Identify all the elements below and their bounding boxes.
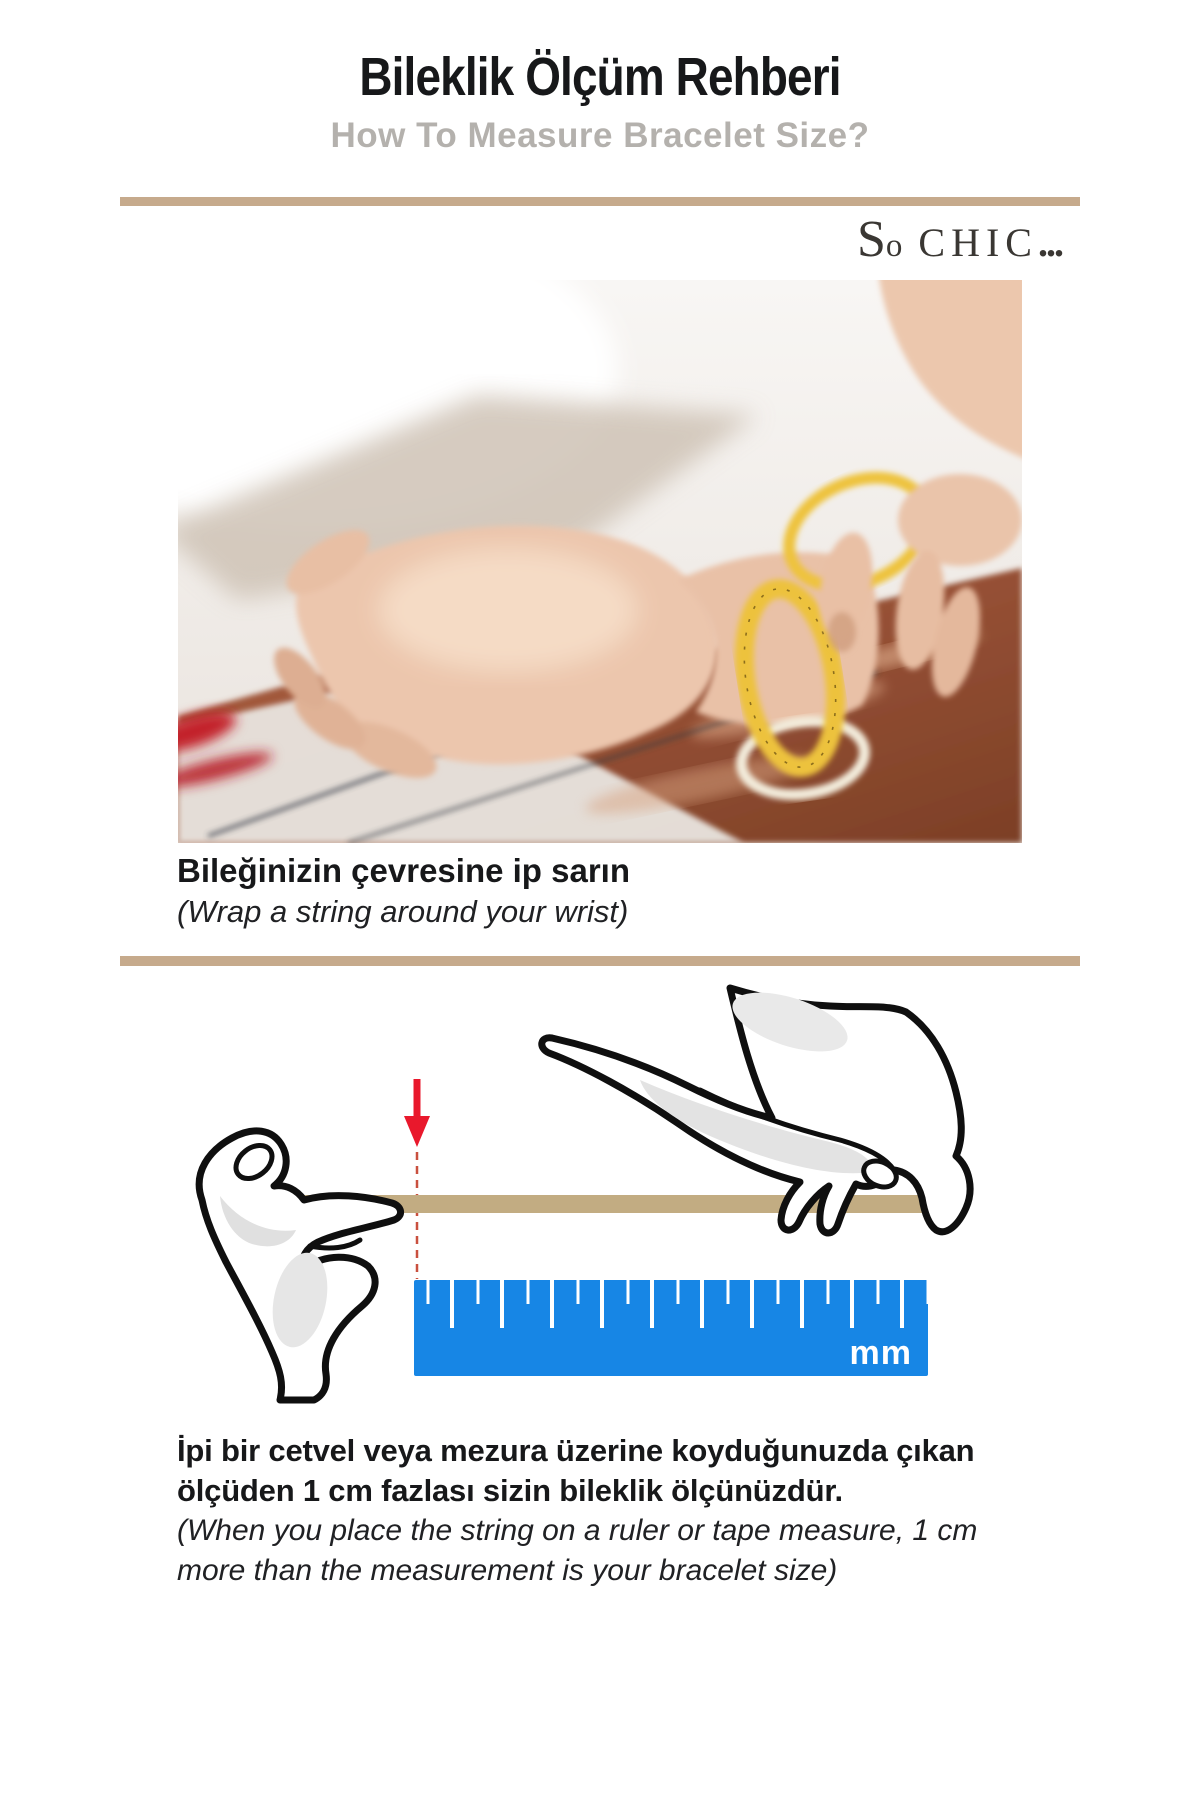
ruler-ticks-short [414,1280,928,1304]
step1-caption [177,851,630,932]
down-arrow-icon [404,1079,430,1147]
step1-caption-turkish: Bileğinizin çevresine ip sarın [177,852,630,889]
step2-caption-turkish-line1: İpi bir cetvel veya mezura üzerine koyduğunuzda çıkan [177,1433,975,1468]
page-title: Bileklik Ölçüm Rehberi [359,47,841,107]
page-subtitle: How To Measure Bracelet Size? [330,116,870,155]
left-hand-illustration [199,1131,400,1400]
string-over-ruler-illustration [140,980,1080,1460]
ruler-unit-label: mm [849,1334,912,1372]
divider-bar-top [120,197,1080,206]
brand-letter-s: S [857,211,886,268]
step2-caption [177,1431,977,1591]
step1-caption-english: (Wrap a string around your wrist) [177,894,629,929]
brand-chic: CHIC [918,220,1038,265]
step2-caption-english-line1: (When you place the string on a ruler or tape measure, 1 cm [177,1514,978,1547]
step2-caption-turkish-line2: ölçüden 1 cm fazlası sizin bileklik ölçünüzdür. [177,1473,843,1508]
brand-logo [857,212,1062,280]
ruler-graphic [414,1280,928,1376]
wrist-measure-photo [178,280,1022,843]
step2-caption-english-line2: more than the measurement is your bracelet size) [177,1554,838,1587]
divider-bar-middle [120,956,1080,966]
brand-ellipsis: ... [1038,220,1062,265]
brand-letter-o: o [885,228,903,264]
